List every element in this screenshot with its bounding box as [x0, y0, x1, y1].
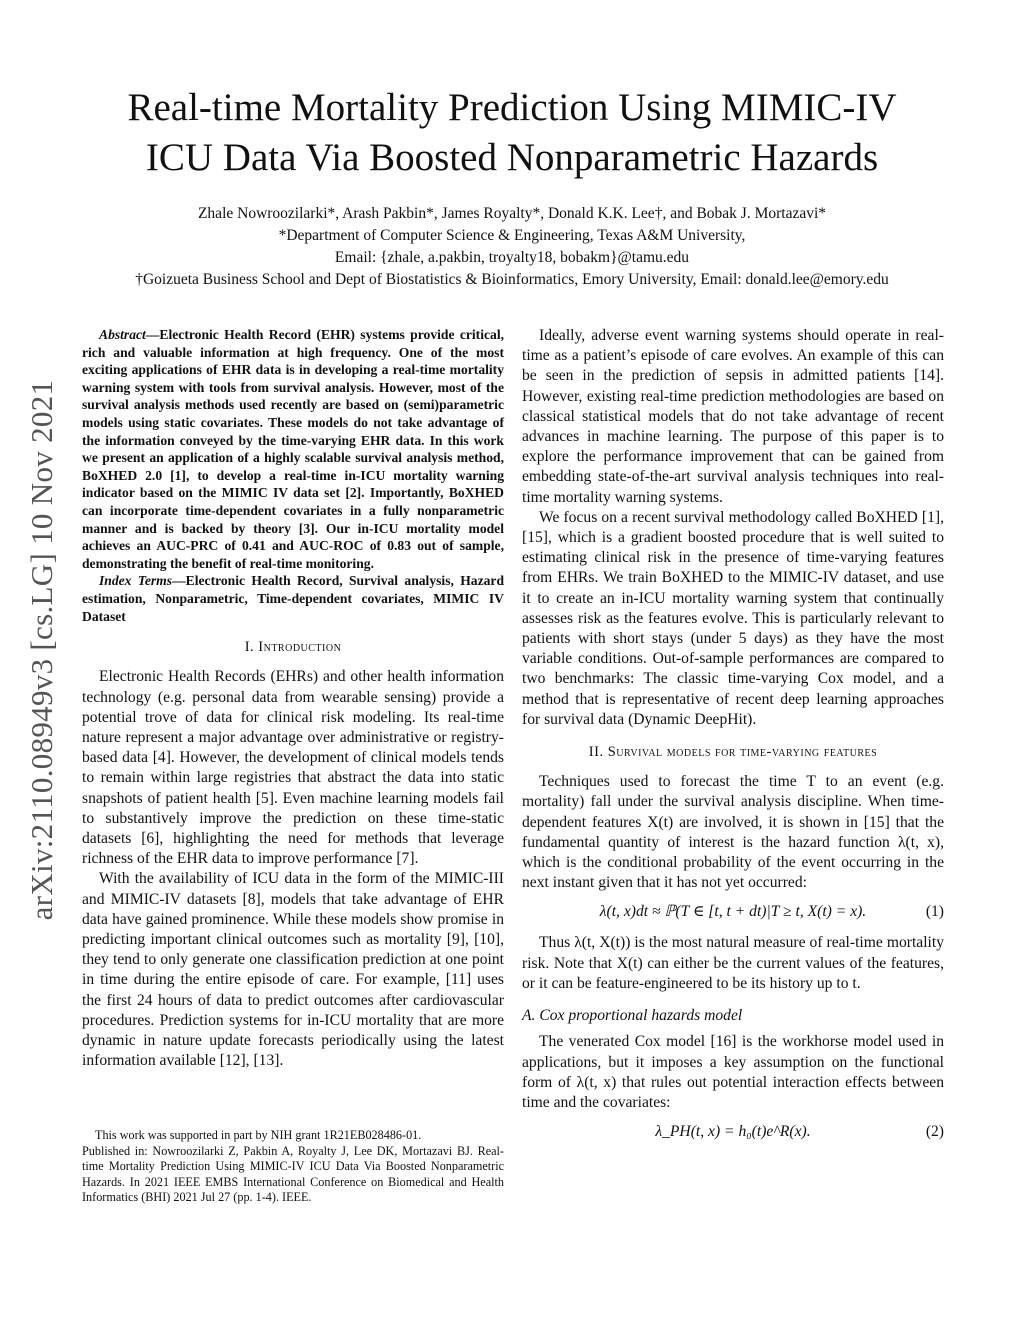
survival-paragraph-2: Thus λ(t, X(t)) is the most natural measure of real-time mortality risk. Note that X(t) can either be the current values of the features, or it can be feature-engineered to be its history up to t. — [522, 934, 944, 992]
section-heading-introduction: I. Introduction — [244, 639, 342, 656]
equation-1 — [522, 901, 944, 923]
cox-paragraph-1: The venerated Cox model [16] is the workhorse model used in applications, but it imposes a key assumption on the functional form of λ(t, x) that rules out potential interaction effects between time and the covariates: — [522, 1033, 944, 1111]
left-column — [82, 326, 504, 1071]
intro-paragraph-1: Electronic Health Records (EHRs) and other health information technology (e.g. personal data from wearable sensing) provide a potential trove of data for clinical risk modeling. Its real-time nature represent a major advantage over administrative or registry-based data [4]. However, the development of clinical models tends to remain within large registries that abstract the data into static snapshots of patient health [5]. Even machine learning models fail to substantively improve the prediction on these time-static datasets [6], highlighting the need for methods that leverage richness of the EHR data to improve performance [7]. — [82, 668, 504, 868]
affiliation-2: †Goizueta Business School and Dept of Biostatistics & Bioinformatics, Emory University, Email: donald.lee@emory.edu — [135, 271, 889, 288]
intro-paragraph-2: With the availability of ICU data in the form of the MIMIC-III and MIMIC-IV datasets [8], models that take advantage of EHR data have gained prominence. While these models show promise in predicting important clinical outcomes such as mortality [9], [10], they tend to only generate one classification prediction at one point in time during the entire episode of care. For example, [11] uses the first 24 hours of data to predict outcomes after cardiovascular procedures. Prediction systems for in-ICU mortality that are more dynamic in nature update forecasts periodically using the latest information available [12], [13]. — [82, 870, 504, 1070]
paper-title — [80, 83, 944, 183]
footnote-funding: This work was supported in part by NIH grant 1R21EB028486-01. — [95, 1128, 422, 1142]
abstract-label: Abstract — [99, 327, 146, 342]
equation-1-body: λ(t, x)dt ≈ ℙ(T ∈ [t, t + dt)|T ≥ t, X(t) = x). — [599, 903, 867, 921]
equation-2-body: λ_PH(t, x) = h₀(t)e^R(x). — [655, 1123, 811, 1141]
right-column — [522, 326, 944, 1153]
affiliation-1: *Department of Computer Science & Engineering, Texas A&M University, — [278, 227, 746, 244]
index-terms-label: Index Terms — [99, 573, 173, 589]
footnote — [82, 1128, 504, 1206]
abstract — [82, 326, 504, 625]
subsection-heading-cox: A. Cox proportional hazards model — [522, 1007, 743, 1025]
equation-2 — [522, 1121, 944, 1143]
arxiv-identifier-text: arXiv:2110.08949v3 [cs.LG] 10 Nov 2021 — [24, 379, 59, 921]
index-terms-text: —Electronic Health Record, Survival analysis, Hazard estimation, Nonparametric, Time-dependent covariates, MIMIC IV Dataset — [82, 573, 505, 624]
affiliation-email: Email: {zhale, a.pakbin, troyalty18, bobakm}@tamu.edu — [334, 249, 690, 266]
survival-paragraph-1: Techniques used to forecast the time T to an event (e.g. mortality) fall under the survival analysis discipline. When time-dependent features X(t) are involved, it is shown in [15] that the fundamental quantity of interest is the hazard function λ(t, x), which is the conditional probability of the event occurring in the next instant given that it has not yet occurred: — [522, 773, 944, 892]
section-heading-survival-models: II. Survival models for time-varying features — [588, 744, 878, 761]
equation-2-number: (2) — [925, 1123, 944, 1141]
equation-1-number: (1) — [925, 903, 944, 921]
right-paragraph-2: We focus on a recent survival methodology called BoXHED [1], [15], which is a gradient boosted procedure that is well suited to estimating clinical risk in the presence of time-varying features from EHRs. We train BoXHED to the MIMIC-IV dataset, and use it to create an in-ICU mortality warning system that continually assesses risk as the features evolve. This is particularly relevant to patients with short stays (under 5 days) as they have the most variable conditions. Out-of-sample performances are compared to two benchmarks: The classic time-varying Cox model, and a method that is representative of recent deep learning approaches for survival data (Dynamic DeepHit). — [522, 508, 944, 728]
abstract-text: —Electronic Health Record (EHR) systems provide critical, rich and valuable information at high frequency. One of the most exciting applications of EHR data is in developing a real-time mortality warning system with tools from survival analysis. However, most of the survival analysis methods used recently are based on (semi)parametric models using static covariates. These models do not take advantage of the information conveyed by the time-varying EHR data. In this work we present an application of a highly scalable survival analysis method, BoXHED 2.0 [1], to develop a real-time in-ICU mortality warning indicator based on the MIMIC IV data set [2]. Importantly, BoXHED can incorporate time-dependent covariates in a fully nonparametric manner and is backed by theory [3]. Our in-ICU mortality model achieves an AUC-PRC of 0.41 and AUC-ROC of 0.83 out of sample, demonstrating the benefit of real-time monitoring. — [82, 327, 504, 571]
author-list: Zhale Nowroozilarki*, Arash Pakbin*, James Royalty*, Donald K.K. Lee†, and Bobak J. Mortazavi* — [197, 205, 827, 222]
footnote-publication: Published in: Nowroozilarki Z, Pakbin A, Royalty J, Lee DK, Mortazavi BJ. Real-time Mortality Prediction Using MIMIC-IV ICU Data Via Boosted Nonparametric Hazards. In 2021 IEEE EMBS International Conference on Biomedical and Health Informatics (BHI) 2021 Jul 27 (pp. 1-4). IEEE. — [82, 1143, 504, 1205]
title-line-2: ICU Data Via Boosted Nonparametric Hazards — [145, 136, 879, 179]
right-paragraph-1: Ideally, adverse event warning systems should operate in real-time as a patient’s episode of care evolves. An example of this can be seen in the prediction of sepsis in admitted patients [14]. However, existing real-time prediction methodologies are based on classical statistical models that do not take advantage of recent advances in machine learning. The purpose of this paper is to explore the performance improvement that can be gained from embedding state-of-the-art survival analysis techniques into real-time mortality warning systems. — [522, 327, 944, 506]
author-block — [60, 203, 964, 291]
title-line-1: Real-time Mortality Prediction Using MIMIC-IV — [127, 86, 897, 129]
arxiv-identifier — [18, 350, 66, 950]
